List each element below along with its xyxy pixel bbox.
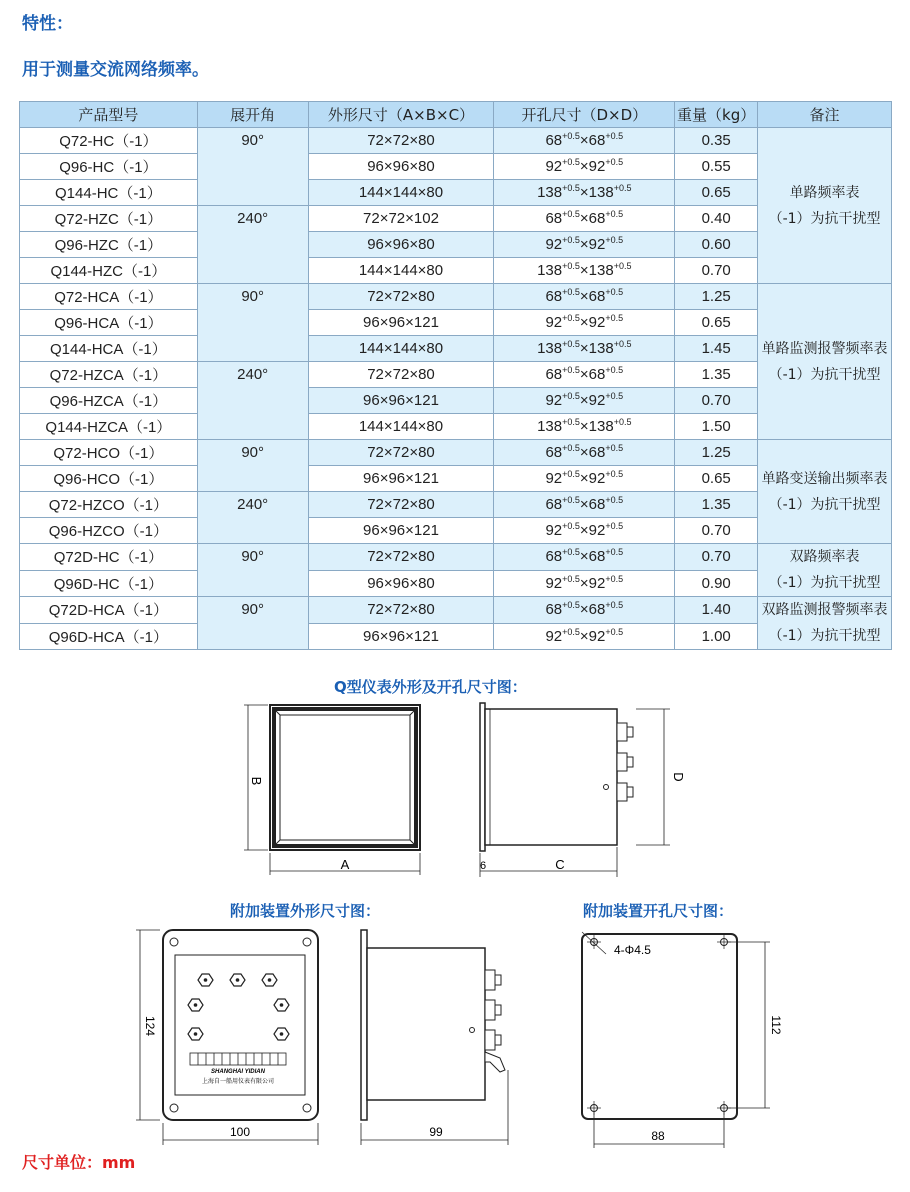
dim-100-label: 100 [229,1125,251,1139]
table-row [20,440,892,466]
weight-cell: 1.45 [675,336,758,362]
tolerance: +0.5 [562,600,580,611]
tolerance: +0.5 [613,183,632,193]
tolerance: +0.5 [605,287,624,297]
tolerance: +0.5 [605,469,624,479]
tolerance: +0.5 [562,443,580,453]
angle-cell: 90° [197,128,308,206]
weight-cell: 0.65 [675,310,758,336]
addon-outline-title: 附加装置外形尺寸图： [230,902,381,920]
weight-cell: 1.35 [675,362,758,388]
cutout-size-b: 92 [588,236,606,253]
cutout-size-a: 92 [545,314,563,331]
tolerance: +0.5 [562,495,580,505]
cutout-size-a: 138 [537,418,563,435]
q-meter-front-view [244,705,420,875]
dimension-cell: 72×72×102 [308,206,494,232]
tolerance: +0.5 [605,157,624,167]
dimension-cell: 144×144×80 [308,180,494,206]
note-cell [758,597,892,650]
model-cell: Q144-HZC（-1） [20,258,198,284]
addon-side-view [361,930,508,1145]
weight-cell: 0.70 [675,388,758,414]
cutout-size-b: 92 [588,522,606,539]
cutout-size-b: 68 [588,288,606,305]
cutout-size-b: 68 [588,132,606,149]
dimension-cell: 144×144×80 [308,414,494,440]
tolerance: +0.5 [562,183,580,193]
dim-99-label: 99 [429,1125,443,1139]
tolerance: +0.5 [562,417,580,427]
weight-cell: 0.60 [675,232,758,258]
tolerance: +0.5 [605,131,624,141]
tolerance: +0.5 [562,235,580,245]
note-line: 双路监测报警频率表 [761,602,888,618]
table-row [20,544,892,571]
cutout-cell: $138^{+0.5}\times 138^{+0.5}$ [494,414,675,440]
model-cell: Q72-HC（-1） [20,128,198,154]
tolerance: +0.5 [605,626,624,637]
cutout-size-b: 138 [588,184,614,201]
weight-cell: 0.55 [675,154,758,180]
tolerance: +0.5 [605,443,624,453]
weight-cell: 1.00 [675,623,758,650]
dimension-cell: 72×72×80 [308,362,494,388]
q-meter-drawing [230,695,710,885]
maker-name-text: 上海自一船用仪表有限公司 [201,1079,275,1085]
addon-cutout-title: 附加装置开孔尺寸图： [583,902,734,920]
cutout-cell: $92^{+0.5}\times 92^{+0.5}$ [494,623,675,650]
cutout-size-a: 68 [545,496,563,513]
model-cell: Q72-HCA（-1） [20,284,198,310]
weight-cell: 0.90 [675,570,758,597]
tolerance: +0.5 [605,209,624,219]
tolerance: +0.5 [562,365,580,375]
tolerance: +0.5 [605,521,624,531]
tolerance: +0.5 [562,287,580,297]
q-meter-side-view [480,703,686,877]
dimension-cell: 96×96×80 [308,570,494,597]
model-cell: Q72-HZCO（-1） [20,492,198,518]
angle-cell: 240° [197,492,308,544]
cutout-size-b: 138 [588,262,614,279]
dimension-cell: 96×96×121 [308,623,494,650]
cutout-size-b: 92 [588,470,606,487]
weight-cell: 0.70 [675,544,758,571]
model-cell: Q96-HC（-1） [20,154,198,180]
cutout-size-a: 68 [545,210,563,227]
model-cell: Q96-HCA（-1） [20,310,198,336]
note-line: （-1）为抗干扰型 [768,628,881,644]
note-line: （-1）为抗干扰型 [768,496,881,513]
model-cell: Q96-HCO（-1） [20,466,198,492]
model-cell: Q96D-HC（-1） [20,570,198,597]
note-cell [758,128,892,284]
dimension-cell: 96×96×121 [308,310,494,336]
addon-outline-drawing [130,920,530,1148]
tolerance: +0.5 [562,313,580,323]
note-cell [758,544,892,597]
column-header: 产品型号 [20,102,198,128]
addon-front-view [136,930,318,1145]
model-cell: Q96-HZC（-1） [20,232,198,258]
cutout-size-a: 68 [545,288,563,305]
dim-b-label: B [249,776,264,786]
model-cell: Q144-HC（-1） [20,180,198,206]
cutout-cell: $92^{+0.5}\times 92^{+0.5}$ [494,310,675,336]
table-row [20,597,892,624]
dimension-cell: 72×72×80 [308,440,494,466]
cutout-cell: $92^{+0.5}\times 92^{+0.5}$ [494,570,675,597]
weight-cell: 1.40 [675,597,758,624]
dimension-cell: 72×72×80 [308,597,494,624]
note-cell [758,440,892,544]
dim-d-label: D [671,772,686,782]
tolerance: +0.5 [562,391,580,401]
column-header: 外形尺寸（A×B×C） [308,102,494,128]
tolerance: +0.5 [605,600,624,611]
tolerance: +0.5 [605,313,624,323]
dim-c-label: C [555,857,565,872]
cutout-cell: $138^{+0.5}\times 138^{+0.5}$ [494,180,675,206]
cutout-size-b: 92 [588,158,606,175]
cutout-size-a: 68 [545,444,563,461]
weight-cell: 0.35 [675,128,758,154]
cutout-size-a: 92 [545,627,563,645]
tolerance: +0.5 [562,209,580,219]
dimension-cell: 72×72×80 [308,544,494,571]
tolerance: +0.5 [605,235,624,245]
cutout-cell: $68^{+0.5}\times 68^{+0.5}$ [494,284,675,310]
note-line: （-1）为抗干扰型 [768,210,881,227]
angle-cell: 240° [197,362,308,440]
dim-88-label: 88 [651,1129,665,1143]
tolerance: +0.5 [562,261,580,271]
dim-6-label: 6 [479,860,487,872]
tolerance: +0.5 [562,626,580,637]
weight-cell: 1.25 [675,440,758,466]
cutout-cell: $92^{+0.5}\times 92^{+0.5}$ [494,154,675,180]
cutout-cell: $68^{+0.5}\times 68^{+0.5}$ [494,362,675,388]
cutout-size-a: 138 [537,340,563,357]
angle-cell: 90° [197,597,308,650]
weight-cell: 0.70 [675,258,758,284]
dimension-cell: 144×144×80 [308,258,494,284]
spec-table [19,101,892,650]
cutout-size-a: 92 [545,158,563,175]
q-figure-title: Q型仪表外形及开孔尺寸图： [334,678,527,696]
tolerance: +0.5 [605,391,624,401]
tolerance: +0.5 [605,573,624,584]
tolerance: +0.5 [562,521,580,531]
weight-cell: 0.40 [675,206,758,232]
cutout-cell: $68^{+0.5}\times 68^{+0.5}$ [494,492,675,518]
weight-cell: 1.25 [675,284,758,310]
brand-logo-text: SHANGHAI YIDIAN [211,1069,265,1075]
weight-cell: 0.65 [675,180,758,206]
cutout-size-b: 138 [588,340,614,357]
dimension-cell: 144×144×80 [308,336,494,362]
weight-cell: 0.70 [675,518,758,544]
cutout-size-a: 138 [537,184,563,201]
cutout-size-b: 138 [588,418,614,435]
dim-124-label: 124 [143,1015,157,1037]
dimension-cell: 72×72×80 [308,492,494,518]
dim-a-label: A [340,857,350,872]
column-header: 重量（kg） [675,102,758,128]
dimension-cell: 96×96×121 [308,466,494,492]
note-line: 单路频率表 [789,184,860,201]
tolerance: +0.5 [605,495,624,505]
cutout-size-b: 68 [588,210,606,227]
dimension-cell: 96×96×121 [308,518,494,544]
spec-table-header [20,102,892,128]
cutout-size-a: 138 [537,262,563,279]
features-description: 用于测量交流网络频率。 [22,60,209,80]
angle-cell: 90° [197,284,308,362]
model-cell: Q96-HZCA（-1） [20,388,198,414]
cutout-cell: $92^{+0.5}\times 92^{+0.5}$ [494,466,675,492]
cutout-size-a: 92 [545,522,563,539]
hole-spec-label: 4-Φ4.5 [614,943,651,957]
cutout-size-b: 68 [588,601,606,619]
note-line: 单路监测报警频率表 [761,340,888,357]
weight-cell: 1.50 [675,414,758,440]
cutout-size-a: 92 [545,392,563,409]
cutout-cell: $68^{+0.5}\times 68^{+0.5}$ [494,597,675,624]
cutout-cell: $92^{+0.5}\times 92^{+0.5}$ [494,232,675,258]
angle-cell: 90° [197,544,308,597]
cutout-size-a: 68 [545,366,563,383]
cutout-cell: $68^{+0.5}\times 68^{+0.5}$ [494,206,675,232]
cutout-size-a: 92 [545,574,563,592]
angle-cell: 90° [197,440,308,492]
weight-cell: 0.65 [675,466,758,492]
tolerance: +0.5 [613,417,632,427]
cutout-size-b: 92 [588,392,606,409]
model-cell: Q144-HZCA（-1） [20,414,198,440]
cutout-cell: $138^{+0.5}\times 138^{+0.5}$ [494,336,675,362]
features-heading: 特性： [22,14,73,34]
cutout-size-b: 92 [588,314,606,331]
tolerance: +0.5 [605,365,624,375]
cutout-size-a: 68 [545,548,563,566]
model-cell: Q72D-HCA（-1） [20,597,198,624]
table-row [20,128,892,154]
tolerance: +0.5 [562,157,580,167]
cutout-size-a: 92 [545,236,563,253]
model-cell: Q72-HCO（-1） [20,440,198,466]
cutout-size-b: 92 [588,574,606,592]
note-line: 单路变送输出频率表 [761,470,888,487]
cutout-size-b: 68 [588,496,606,513]
table-row [20,284,892,310]
model-cell: Q72D-HC（-1） [20,544,198,571]
tolerance: +0.5 [562,573,580,584]
cutout-size-b: 68 [588,548,606,566]
cutout-size-b: 68 [588,366,606,383]
cutout-cell: $68^{+0.5}\times 68^{+0.5}$ [494,440,675,466]
cutout-size-b: 92 [588,627,606,645]
model-cell: Q144-HCA（-1） [20,336,198,362]
model-cell: Q72-HZC（-1） [20,206,198,232]
addon-cutout-drawing [570,922,790,1150]
note-line: （-1）为抗干扰型 [768,575,881,591]
cutout-cell: $92^{+0.5}\times 92^{+0.5}$ [494,388,675,414]
tolerance: +0.5 [613,339,632,349]
cutout-cell: $68^{+0.5}\times 68^{+0.5}$ [494,128,675,154]
dim-112-label: 112 [769,1015,783,1035]
model-cell: Q96-HZCO（-1） [20,518,198,544]
column-header: 开孔尺寸（D×D） [494,102,675,128]
cutout-size-a: 68 [545,132,563,149]
cutout-cell: $92^{+0.5}\times 92^{+0.5}$ [494,518,675,544]
dimension-cell: 72×72×80 [308,128,494,154]
tolerance: +0.5 [562,339,580,349]
tolerance: +0.5 [605,547,624,558]
spec-table-body [20,128,892,650]
cutout-cell: $138^{+0.5}\times 138^{+0.5}$ [494,258,675,284]
column-header: 展开角 [197,102,308,128]
dimension-cell: 96×96×121 [308,388,494,414]
tolerance: +0.5 [562,469,580,479]
dimension-cell: 96×96×80 [308,154,494,180]
model-cell: Q72-HZCA（-1） [20,362,198,388]
model-cell: Q96D-HCA（-1） [20,623,198,650]
tolerance: +0.5 [562,131,580,141]
note-cell [758,284,892,440]
cutout-size-a: 92 [545,470,563,487]
note-line: （-1）为抗干扰型 [768,366,881,383]
dimension-cell: 72×72×80 [308,284,494,310]
note-line: 双路频率表 [789,549,860,565]
weight-cell: 1.35 [675,492,758,518]
tolerance: +0.5 [613,261,632,271]
dimension-cell: 96×96×80 [308,232,494,258]
cutout-size-b: 68 [588,444,606,461]
unit-note: 尺寸单位：mm [22,1153,136,1172]
tolerance: +0.5 [562,547,580,558]
angle-cell: 240° [197,206,308,284]
column-header: 备注 [758,102,892,128]
cutout-size-a: 68 [545,601,563,619]
cutout-cell: $68^{+0.5}\times 68^{+0.5}$ [494,544,675,571]
